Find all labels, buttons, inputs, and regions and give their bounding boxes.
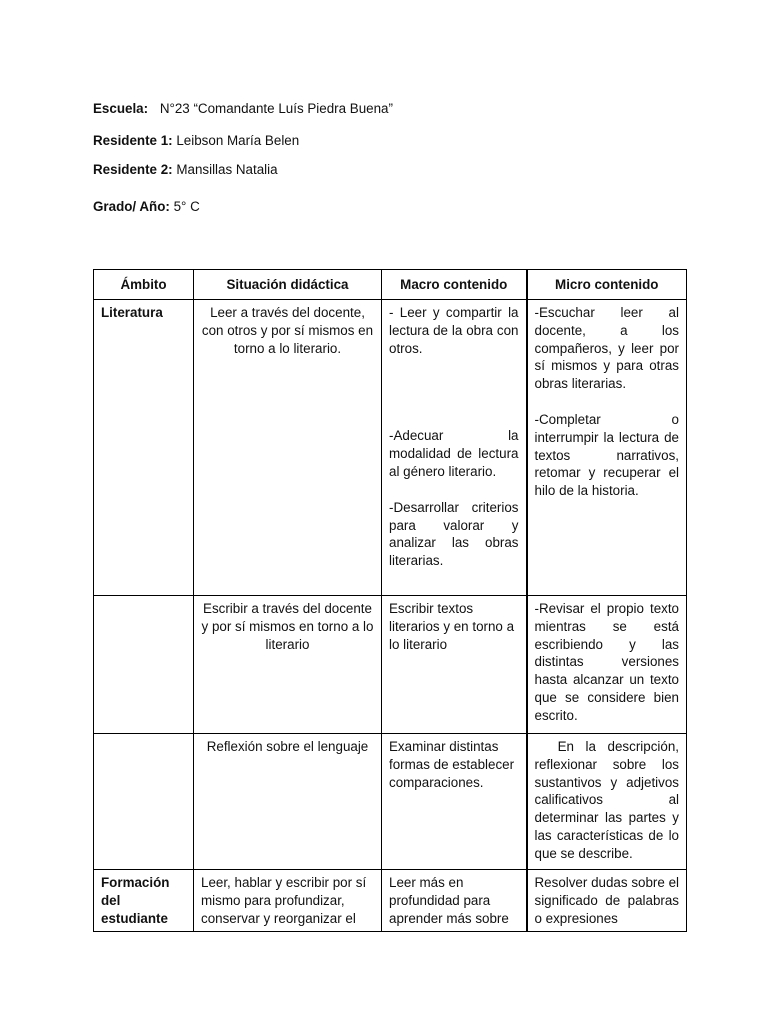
cell-situacion: Leer a través del docente, con otros y por sí mismos en torno a lo literario. xyxy=(194,300,382,596)
macro-paragraph: Escribir textos literarios y en torno a lo literario xyxy=(389,601,515,652)
table-row xyxy=(94,300,687,596)
micro-paragraph: -Completar o interrumpir la lectura de textos narrativos, retomar y recuperar el hilo de la historia. xyxy=(534,411,679,499)
escuela-line xyxy=(93,100,393,118)
residente1-value: Leibson María Belen xyxy=(176,133,300,148)
micro-paragraph: -Escuchar leer al docente, a los compañeros, y leer por sí mismos y para otras obras literarias. xyxy=(534,305,679,392)
cell-ambito xyxy=(94,596,194,734)
header-ambito: Ámbito xyxy=(94,270,194,300)
cell-ambito xyxy=(94,734,194,870)
macro-paragraph: - Leer y compartir la lectura de la obra con otros. xyxy=(389,305,519,356)
cell-ambito: Literatura xyxy=(94,300,194,596)
table-row xyxy=(94,596,687,734)
cell-micro xyxy=(527,300,687,596)
table-row xyxy=(94,870,687,932)
header-micro: Micro contenido xyxy=(527,270,687,300)
planning-table xyxy=(93,269,687,932)
micro-paragraph: En la descripción, reflexionar sobre los sustantivos y adjetivos calificativos al determinar las partes y las características de lo que se describe. xyxy=(534,739,683,861)
escuela-value: N°23 “Comandante Luís Piedra Buena” xyxy=(159,101,393,116)
cell-macro xyxy=(382,596,527,734)
header-situacion: Situación didáctica xyxy=(194,270,382,300)
escuela-label: Escuela: xyxy=(93,101,149,116)
micro-paragraph: Resolver dudas sobre el significado de palabras o expresiones xyxy=(534,875,679,926)
macro-paragraph: -Adecuar la modalidad de lectura al género literario. xyxy=(389,428,519,479)
header-macro: Macro contenido xyxy=(382,270,527,300)
cell-micro xyxy=(527,734,687,870)
table-row xyxy=(94,734,687,870)
cell-situacion: Leer, hablar y escribir por sí mismo para profundizar, conservar y reorganizar el xyxy=(194,870,382,932)
macro-paragraph: Leer más en profundidad para aprender más sobre xyxy=(389,875,509,926)
grado-label: Grado/ Año: xyxy=(93,199,170,214)
residente1-line xyxy=(93,132,299,150)
micro-paragraph: -Revisar el propio texto mientras se está escribiendo y las distintas versiones hasta alcanzar un texto que se considere bien escrito. xyxy=(534,601,679,723)
cell-situacion: Escribir a través del docente y por sí mismos en torno a lo literario xyxy=(194,596,382,734)
macro-paragraph: Examinar distintas formas de establecer comparaciones. xyxy=(389,739,515,790)
grado-value: 5° C xyxy=(173,199,200,214)
cell-macro xyxy=(382,870,527,932)
cell-macro xyxy=(382,300,527,596)
cell-ambito: Formación del estudiante xyxy=(94,870,194,932)
cell-situacion: Reflexión sobre el lenguaje xyxy=(194,734,382,870)
cell-micro xyxy=(527,596,687,734)
grado-line xyxy=(93,198,200,216)
cell-macro xyxy=(382,734,527,870)
cell-micro xyxy=(527,870,687,932)
table-header-row xyxy=(94,270,687,300)
residente1-label: Residente 1: xyxy=(93,133,173,148)
macro-paragraph: -Desarrollar criterios para valorar y analizar las obras literarias. xyxy=(389,499,519,569)
residente2-line xyxy=(93,161,278,179)
residente2-label: Residente 2: xyxy=(93,162,173,177)
residente2-value: Mansillas Natalia xyxy=(176,162,278,177)
